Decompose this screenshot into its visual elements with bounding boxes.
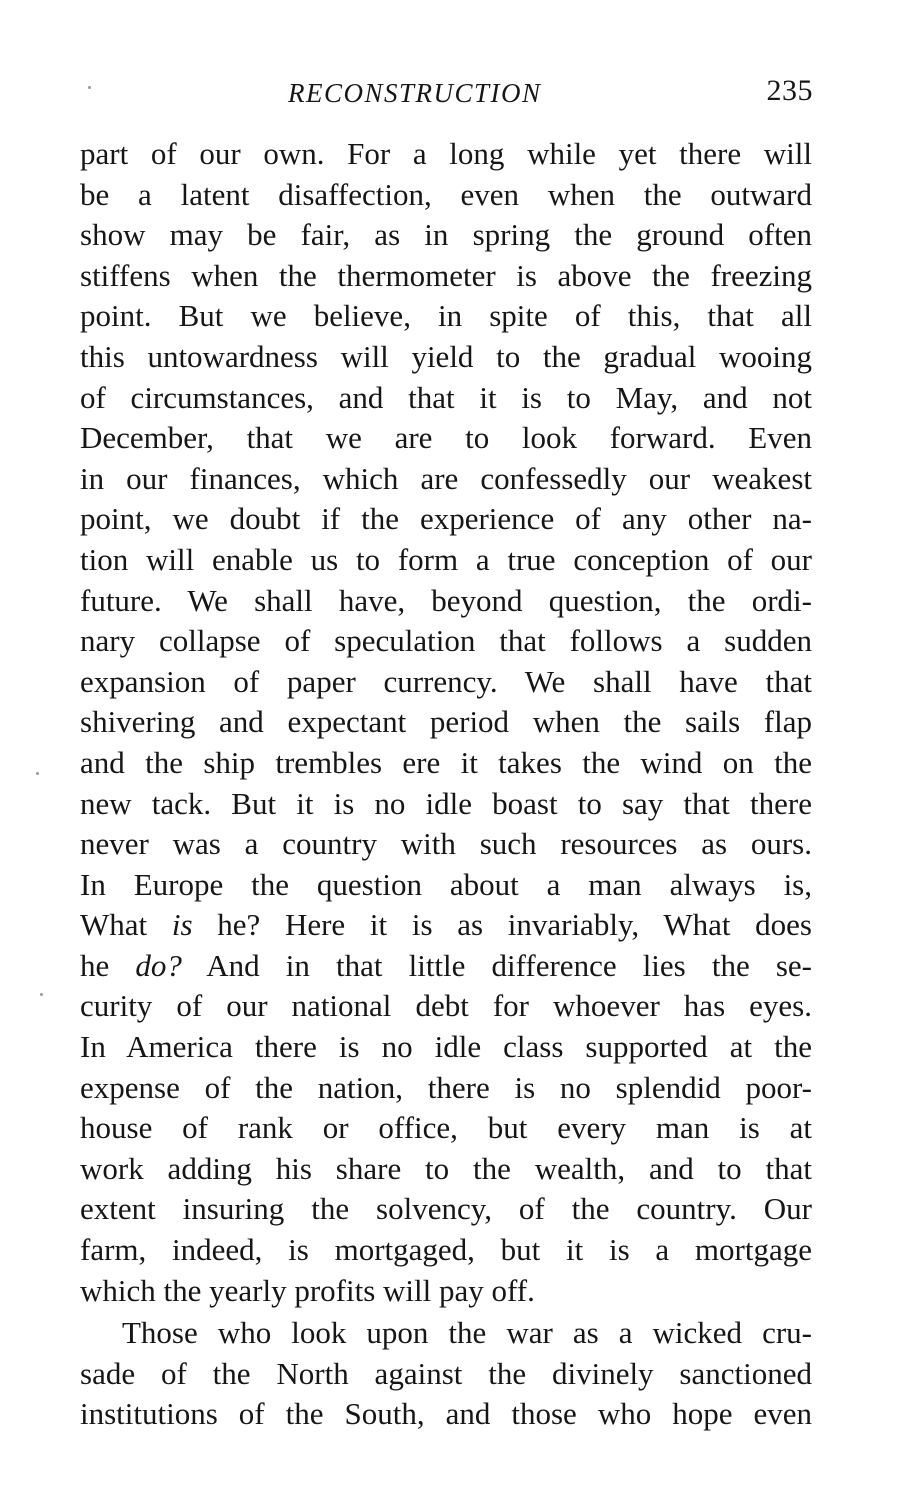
paper-speck [40, 993, 43, 996]
text-line: work adding his share to the wealth, and to that [80, 1150, 812, 1186]
text-line: expansion of paper currency. We shall have that [80, 663, 812, 699]
running-head [78, 74, 813, 114]
text-line: never was a country with such resources as ours. [80, 826, 812, 862]
text-line: of circumstances, and that it is to May, and not [80, 379, 812, 415]
paragraph-1 [80, 134, 812, 1311]
text-line: nary collapse of speculation that follows a sudden [80, 623, 812, 659]
text-line: and the ship trembles ere it takes the wind on the [80, 744, 812, 780]
page-number: 235 [766, 74, 813, 107]
italic-word: do? [135, 947, 182, 983]
italic-word: is [171, 907, 193, 943]
text-line: Those who look upon the war as a wicked cru- [122, 1315, 812, 1351]
text-line: In Europe the question about a man always is, [80, 866, 812, 902]
text-line: December, that we are to look forward. Even [80, 420, 812, 456]
paper-speck [36, 772, 39, 775]
text-line: stiffens when the thermometer is above the freezing [80, 257, 812, 293]
text-line: point, we doubt if the experience of any other na- [80, 501, 812, 537]
running-title: RECONSTRUCTION [288, 78, 542, 108]
text-line: future. We shall have, beyond question, the ordi- [80, 582, 812, 618]
body-text [80, 134, 812, 1435]
text-line: new tack. But it is no idle boast to say that there [80, 785, 812, 821]
text-line: this untowardness will yield to the gradual wooing [80, 338, 812, 374]
text-line: house of rank or office, but every man is at [80, 1110, 812, 1146]
text-run: What [80, 907, 172, 943]
text-line: extent insuring the solvency, of the country. Our [80, 1191, 812, 1227]
text-line: sade of the North against the divinely sanctioned [80, 1355, 812, 1391]
paper-speck [88, 86, 91, 89]
text-line: point. But we believe, in spite of this, that all [80, 298, 812, 334]
text-line: shivering and expectant period when the sails flap [80, 704, 812, 740]
text-line-with-italic [80, 905, 812, 946]
text-line: which the yearly profits will pay off. [80, 1272, 535, 1308]
text-line: tion will enable us to form a true conception of our [80, 541, 812, 577]
text-line: part of our own. For a long while yet there will [80, 136, 812, 171]
text-line: in our finances, which are confessedly our weakest [80, 460, 812, 496]
text-line-with-italic [80, 946, 812, 987]
text-line: show may be fair, as in spring the ground often [80, 217, 812, 253]
text-run: he? Here it is as invariably, What does [192, 907, 812, 943]
text-line: be a latent disaffection, even when the outward [80, 176, 812, 212]
text-line: curity of our national debt for whoever has eyes. [80, 988, 812, 1024]
text-line: expense of the nation, there is no splendid poor- [80, 1069, 812, 1105]
text-run: And in that little difference lies the se- [181, 947, 812, 983]
text-line: In America there is no idle class supported at the [80, 1029, 812, 1065]
text-line: institutions of the South, and those who hope even [80, 1396, 812, 1432]
paragraph-2 [80, 1313, 812, 1435]
text-line: farm, indeed, is mortgaged, but it is a mortgage [80, 1232, 812, 1268]
text-run: he [80, 947, 136, 983]
